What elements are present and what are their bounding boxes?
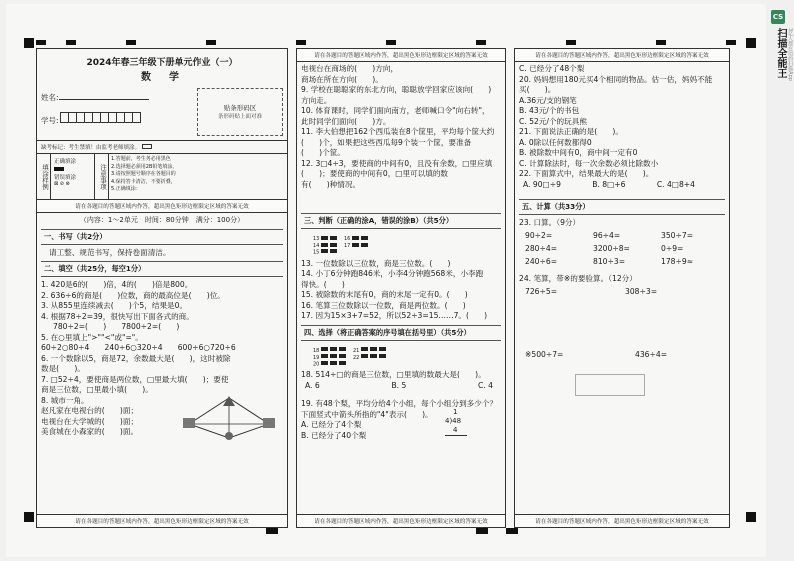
- q19-option-c: C. 已经分了48个梨: [519, 64, 585, 73]
- corner-mark: [24, 512, 34, 522]
- q5-items: 60÷2○80÷4 240÷6○320÷4 600÷6○720÷6: [41, 343, 236, 352]
- q8-c: 美食城在小森家的( )面。: [41, 427, 139, 436]
- section-choice: 四、选择（将正确答案的序号填在括号里）（共5分）: [301, 325, 501, 341]
- id-cell[interactable]: [132, 112, 141, 123]
- q13: 13. 一位数除以三位数，商是三位数。( ): [301, 258, 451, 268]
- scanner-watermark: [766, 0, 794, 561]
- name-label: 姓名:: [41, 93, 59, 102]
- q8-d: 电视台在商场的( )方向，: [301, 64, 399, 73]
- absent-note: 缺考标记：考生禁填！由监考老师填涂。: [37, 140, 287, 154]
- q12-cont2: 有( )种情况。: [301, 179, 361, 189]
- q21-option-c: C. 计算除法时，每一次余数必须比除数小: [519, 158, 659, 168]
- q8-a: 赵凡家在电视台的( )面；: [41, 406, 139, 415]
- col1-header: 请在各题目的答题区域内作答，超出黑色矩形边框限定区域的答案无效: [37, 200, 287, 213]
- q20-option-a: A.36元/支的钢笔: [519, 95, 577, 105]
- q2: 2. 636÷6的商是( )位数，商的最高位是( )位。: [41, 290, 225, 300]
- corner-mark: [24, 38, 34, 48]
- timing-mark: [476, 528, 488, 534]
- work-area[interactable]: [575, 374, 645, 396]
- q9-cont: 方向走。: [301, 95, 332, 105]
- timing-mark: [566, 40, 576, 45]
- section-writing: 一、书写（共2分）: [41, 229, 283, 245]
- city-map: [179, 394, 279, 442]
- timing-mark: [656, 40, 666, 45]
- q4: 4. 根据78÷2=39，很快写出下面各式的商。: [41, 311, 194, 321]
- name-field[interactable]: [59, 99, 149, 100]
- q20-option-c: C. 52元/个的玩具熊: [519, 116, 587, 126]
- column-3: [514, 48, 730, 528]
- q7-cont: 商是三位数，□里最小填( )。: [41, 385, 153, 394]
- choice-bubbles[interactable]: 18 21 19 22 20: [301, 344, 501, 371]
- correct-fill: 正确填涂: [54, 159, 77, 165]
- q19-option-a: A. 已经分了4个梨: [301, 420, 362, 429]
- q14-cont: 得快。( ): [301, 279, 345, 289]
- page-title: 2024年春三年级下册单元作业（一）: [86, 58, 238, 68]
- timing-mark: [36, 40, 46, 45]
- fill-example-label: 填涂样例: [37, 154, 51, 199]
- written-row-1: 726÷5= 308÷3=: [525, 287, 658, 296]
- corner-mark: [746, 38, 756, 48]
- fill-notes: [37, 154, 287, 200]
- col3-header: 请在各题目的答题区域内作答，超出黑色矩形边框限定区域的答案无效: [515, 49, 729, 62]
- fill-examples: [51, 154, 95, 199]
- q22-options: A. 90□÷9 B. 8□+6 C. 4□8+4: [523, 179, 695, 189]
- q14: 14. 小丁6分钟跑846米，小李4分钟跑568米，小李跑: [301, 269, 484, 278]
- q11-cont2: ( )个筐。: [301, 148, 345, 157]
- written-row-2: ※500÷7= 436÷4=: [525, 349, 668, 359]
- q5: 5. 在○里填上">""<"或"="。: [41, 332, 143, 342]
- q8-b: 电视台在大学城的( )面；: [41, 416, 139, 426]
- q12: 12. 3□4÷3，要使商的中间有0，且没有余数，□里应填: [301, 158, 493, 168]
- q23: 23. 口算。（9分）: [519, 218, 581, 227]
- corner-mark: [746, 512, 756, 522]
- section-judge: 三、判断（正确的涂A，错误的涂B）（共5分）: [301, 213, 501, 229]
- column-1: [36, 48, 288, 528]
- q7: 7. □52÷4，要使商是两位数，□里最大填( )；要使: [41, 374, 229, 384]
- col3-footer: 请在各题目的答题区域内作答，超出黑色矩形边框限定区域的答案无效: [515, 514, 729, 527]
- q6: 6. 一个数除以5，商是72，余数最大是( )，这时被除: [41, 353, 231, 363]
- q18: 18. 514÷□的商是三位数，□里填的数最大是( )。: [301, 370, 486, 379]
- q11: 11. 李大伯想把162个西瓜装在8个筐里，平均每个筐大约: [301, 127, 495, 136]
- q16: 16. 笔算三位数除以一位数，商是两位数。( ): [301, 300, 466, 310]
- q21-option-a: A. 0除以任何数都得0: [519, 137, 592, 147]
- q21: 21. 下面说法正确的是( )。: [519, 127, 623, 136]
- barcode-label: 贴条形码区: [223, 104, 257, 112]
- col2-content: [297, 62, 505, 443]
- timing-mark: [726, 40, 736, 45]
- q19-option-b: B. 已经分了40个梨: [301, 430, 367, 440]
- q17: 17. 因为15×3+7=52，所以52÷3=15……7。( ): [301, 311, 488, 320]
- scope: （内容：1～2单元 时间：80分钟 满分：100分）: [79, 216, 245, 224]
- scanner-logo-icon: CS: [771, 10, 785, 24]
- section-calc: 五、计算（共33分）: [519, 199, 725, 215]
- q18-options: A. 6 B. 5 C. 4: [305, 380, 493, 390]
- timing-mark: [296, 40, 306, 45]
- q8-e: 商场在所在方向( )。: [301, 74, 383, 84]
- q6-cont: 数是( )。: [41, 364, 85, 373]
- id-label: 学号:: [41, 116, 59, 125]
- notes-label: 注意事项: [95, 154, 109, 199]
- q20: 20. 妈妈想用180元买4个相同的物品。估一估，妈妈不能: [519, 74, 713, 84]
- col1-content: [37, 213, 287, 440]
- q12-cont: ( )；要使商的中间有0，□里可以填的数: [301, 169, 449, 178]
- student-info: [37, 86, 287, 140]
- q24: 24. 笔算，带※的要验算。（12分）: [519, 273, 637, 283]
- col1-footer: 请在各题目的答题区域内作答，超出黑色矩形边框限定区域的答案无效: [37, 514, 287, 527]
- q21-option-b: B. 被除数中间有0，商中间一定有0: [519, 148, 638, 157]
- answer-sheet: [6, 4, 766, 557]
- subject: 数 学: [141, 72, 183, 83]
- column-2: [296, 48, 506, 528]
- q8: 8. 城市一角。: [41, 395, 89, 405]
- correct-fill-mark: [54, 167, 64, 171]
- col3-content: [515, 62, 729, 398]
- q4-items: 780÷2=( ) 7800÷2=( ): [53, 322, 180, 331]
- oral-calc: 90÷2= 96÷4= 350÷7= 280÷4= 3200÷8= 0÷9= 240÷6= 810÷3= 178÷9≈: [525, 230, 694, 266]
- timing-mark: [66, 40, 76, 45]
- section-fill-blank: 二、填空（共25分，每空1分）: [41, 261, 283, 277]
- barcode-hint: 条形码贴上面对准: [217, 114, 262, 120]
- q19-cont: 下面竖式中箭头所指的"4"表示( )。: [301, 409, 433, 419]
- q22: 22. 下面算式中，结果最大的是( )。: [519, 169, 654, 178]
- timing-mark: [266, 528, 278, 534]
- q11-cont: ( )个，如果把这些西瓜每9个装一个筐，要准备: [301, 137, 472, 147]
- q19: 19. 有48个梨，平均分给4个小组，每个小组分到多少个？: [301, 399, 498, 408]
- scanner-tagline: 3亿人都在用的扫描App: [787, 28, 793, 81]
- barcode-area: [197, 88, 283, 136]
- q10-cont: 此时同学们面向( )方。: [301, 116, 391, 126]
- q20-option-b: B. 43元/个的书包: [519, 106, 580, 115]
- wrong-fill-mark: ⊠ ⊘ ⊗: [54, 181, 70, 187]
- wrong-fill: 错误填涂: [54, 175, 77, 181]
- notes-list: 1.答题前，考生务必用黑色 2.选择题必须用2B铅笔填涂， 3.请按照题号顺序在各题目的 4.保持答卡清洁，不要折叠， 5.正确填涂：: [111, 156, 178, 192]
- q20-cont: 买( )。: [519, 85, 556, 94]
- absent-box[interactable]: [142, 144, 152, 149]
- scanner-app-name: 扫描全能王: [775, 28, 786, 78]
- q9: 9. 学校在聪聪家的东北方向，聪聪放学回家应该向( ): [301, 85, 492, 94]
- timing-mark: [506, 528, 518, 534]
- judge-bubbles[interactable]: 13 16 14 17 15: [301, 232, 501, 259]
- col2-header: 请在各题目的答题区域内作答，超出黑色矩形边框限定区域的答案无效: [297, 49, 505, 62]
- timing-mark: [476, 40, 486, 45]
- timing-mark: [206, 40, 216, 45]
- q10: 10. 体育课时，同学们面向南方，老师喊口令"向右转"，: [301, 106, 490, 115]
- writing-body: 请工整、规范书写，保持卷面清洁。: [49, 247, 171, 257]
- timing-mark: [126, 40, 136, 45]
- q15: 15. 被除数的末尾有0，商的末尾一定有0。( ): [301, 290, 468, 299]
- q1: 1. 420是6的( )倍，4的( )倍是800。: [41, 280, 193, 289]
- q3: 3. 从855里连续减去( )个5，结果是0。: [41, 301, 188, 310]
- col2-footer: 请在各题目的答题区域内作答，超出黑色矩形边框限定区域的答案无效: [297, 514, 505, 527]
- long-division: 1 4)48 4: [445, 408, 467, 436]
- timing-mark: [386, 40, 396, 45]
